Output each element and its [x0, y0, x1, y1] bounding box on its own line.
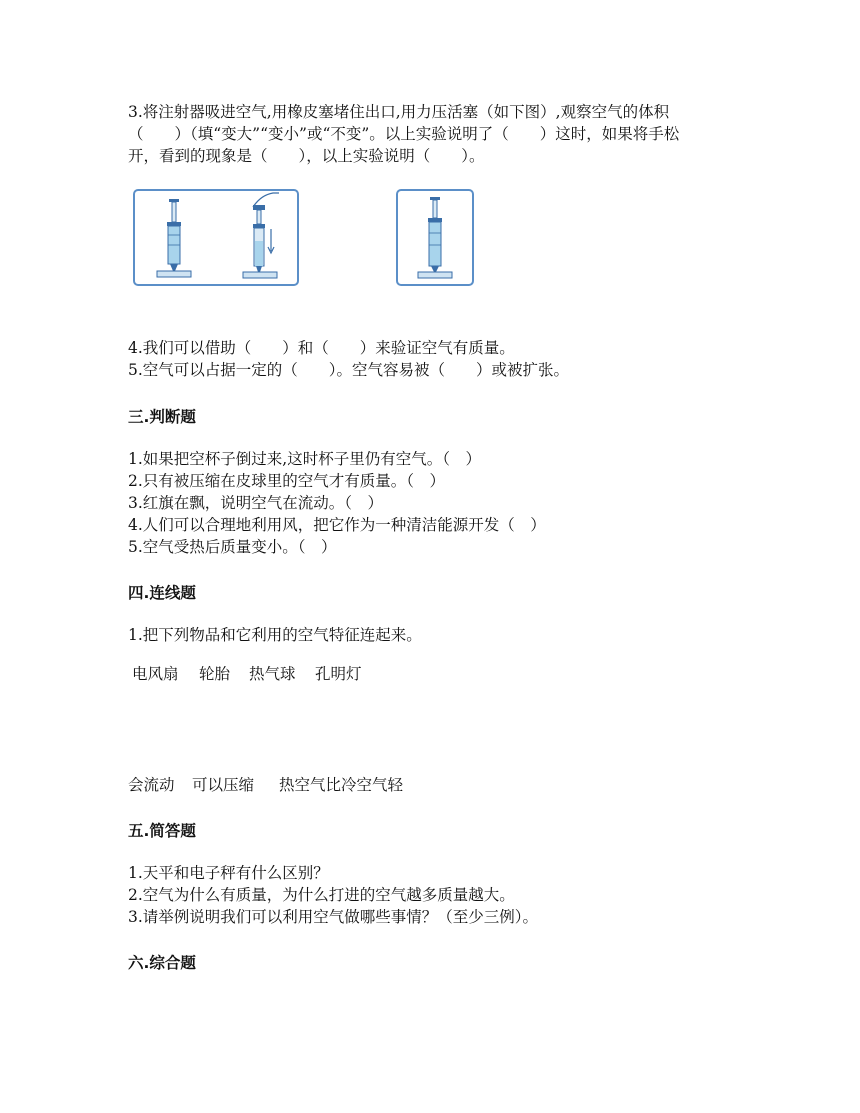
section-matching-title: 四.连线题	[128, 584, 196, 602]
q3-line-2: （ ）（填“变大”“变小”或“不变”。以上实验说明了（ ）这时，如果将手松	[128, 125, 680, 143]
q5-line: 5.空气可以占据一定的（ ）。空气容易被（ ）或被扩张。	[128, 361, 570, 379]
matching-top-item: 电风扇	[132, 665, 179, 683]
syringe-compression-figure	[133, 189, 299, 287]
judgement-item: 5.空气受热后质量变小。（ ）	[128, 538, 337, 556]
matching-top-item: 轮胎	[199, 665, 231, 683]
judgement-item: 1.如果把空杯子倒过来,这时杯子里仍有空气。（ ）	[128, 450, 481, 468]
q4-line: 4.我们可以借助（ ）和（ ）来验证空气有质量。	[128, 339, 515, 357]
matching-bottom-item: 可以压缩	[192, 776, 255, 794]
matching-bottom-item: 热空气比冷空气轻	[279, 776, 404, 794]
judgement-item: 2.只有被压缩在皮球里的空气才有质量。（ ）	[128, 472, 446, 490]
short-answer-item: 3.请举例说明我们可以利用空气做哪些事情？（至少三例）。	[128, 908, 539, 926]
matching-top-item: 孔明灯	[315, 665, 362, 683]
short-answer-item: 2.空气为什么有质量，为什么打进的空气越多质量越大。	[128, 886, 515, 904]
short-answer-item: 1.天平和电子秤有什么区别？	[128, 864, 329, 882]
matching-top-item: 热气球	[249, 665, 296, 683]
judgement-item: 3.红旗在飘，说明空气在流动。（ ）	[128, 494, 384, 512]
q3-line-3: 开，看到的现象是（ ），以上实验说明（ ）。	[128, 147, 485, 165]
section-comprehensive-title: 六.综合题	[128, 954, 196, 972]
q3-line-1: 3.将注射器吸进空气,用橡皮塞堵住出口,用力压活塞（如下图）,观察空气的体积	[128, 103, 670, 121]
section-short-answer-title: 五.简答题	[128, 822, 196, 840]
syringe-release-figure	[396, 189, 474, 287]
judgement-item: 4.人们可以合理地利用风，把它作为一种清洁能源开发（ ）	[128, 516, 546, 534]
section-judgement-title: 三.判断题	[128, 408, 196, 426]
matching-bottom-item: 会流动	[128, 776, 175, 794]
matching-question: 1.把下列物品和它利用的空气特征连起来。	[128, 626, 422, 644]
